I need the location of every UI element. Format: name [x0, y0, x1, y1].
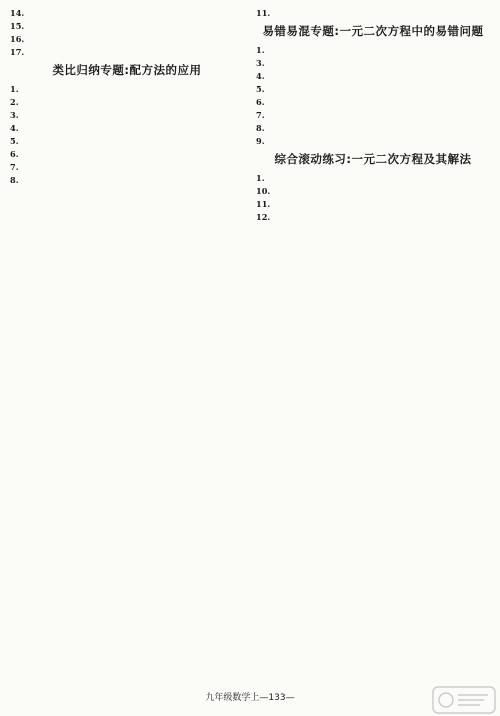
left-bottom-answers [10, 84, 244, 187]
left-top-answers [10, 8, 244, 58]
left-top-answer-item [10, 47, 244, 58]
right-top-answer-item [256, 8, 490, 19]
right-middle-answer-item [256, 71, 490, 82]
answer-number: 11. [256, 198, 271, 209]
right-middle-answer-item [256, 97, 490, 108]
answer-number: 6. [10, 149, 19, 160]
right-bottom-answer-item [256, 212, 490, 223]
right-middle-answer-item [256, 58, 490, 69]
answer-number: 15. [10, 21, 25, 32]
answer-number: 4. [10, 122, 19, 133]
answer-number: 9. [256, 136, 265, 147]
right-top-answers [256, 8, 490, 19]
answer-number: 17. [10, 47, 25, 58]
answer-number: 7. [10, 162, 19, 173]
right-bottom-answer-item [256, 173, 490, 184]
left-top-answer-item [10, 8, 244, 19]
right-bottom-answer-item [256, 199, 490, 210]
section-title-comprehensive-practice: 综合滚动练习:一元二次方程及其解法 [274, 152, 472, 167]
two-column-layout [10, 8, 490, 678]
left-top-answer-item [10, 21, 244, 32]
left-column [10, 8, 244, 678]
section-title-completing-square: 类比归纳专题:配方法的应用 [52, 63, 202, 78]
answer-number: 5. [256, 83, 265, 94]
answer-number: 8. [10, 175, 19, 186]
answer-number: 3. [256, 57, 265, 68]
answer-number: 10. [256, 185, 271, 196]
left-bottom-answer-item [10, 136, 244, 147]
right-middle-answer-item [256, 136, 490, 147]
answer-number: 2. [10, 96, 19, 107]
answer-number: 12. [256, 211, 271, 222]
left-bottom-answer-item [10, 175, 244, 186]
left-bottom-answer-item [10, 162, 244, 173]
right-column [256, 8, 490, 678]
left-bottom-answer-item [10, 97, 244, 108]
answer-number: 1. [10, 83, 19, 94]
answer-number: 4. [256, 70, 265, 81]
answer-number: 16. [10, 34, 25, 45]
right-bottom-answers [256, 173, 490, 223]
left-bottom-answer-item [10, 123, 244, 134]
left-bottom-answer-item [10, 84, 244, 95]
answer-number: 3. [10, 109, 19, 120]
answer-number: 1. [256, 172, 265, 183]
right-middle-answer-item [256, 45, 490, 56]
answer-number: 5. [10, 136, 19, 147]
left-bottom-answer-item [10, 110, 244, 121]
answer-number: 14. [10, 8, 25, 18]
right-middle-answer-item [256, 84, 490, 95]
watermark-logo-icon [432, 686, 496, 714]
right-middle-answers [256, 45, 490, 148]
left-bottom-answer-item [10, 149, 244, 160]
left-top-answer-item [10, 34, 244, 45]
answer-number: 11. [256, 8, 271, 18]
right-bottom-answer-item [256, 186, 490, 197]
answer-number: 8. [256, 122, 265, 133]
answer-number: 6. [256, 96, 265, 107]
right-middle-answer-item [256, 123, 490, 134]
answer-number: 7. [256, 109, 265, 120]
right-middle-answer-item [256, 110, 490, 121]
page-footer: 九年级数学上—133— [205, 693, 295, 703]
answer-number: 1. [256, 44, 265, 55]
section-title-common-mistakes: 易错易混专题:一元二次方程中的易错问题 [262, 24, 484, 39]
